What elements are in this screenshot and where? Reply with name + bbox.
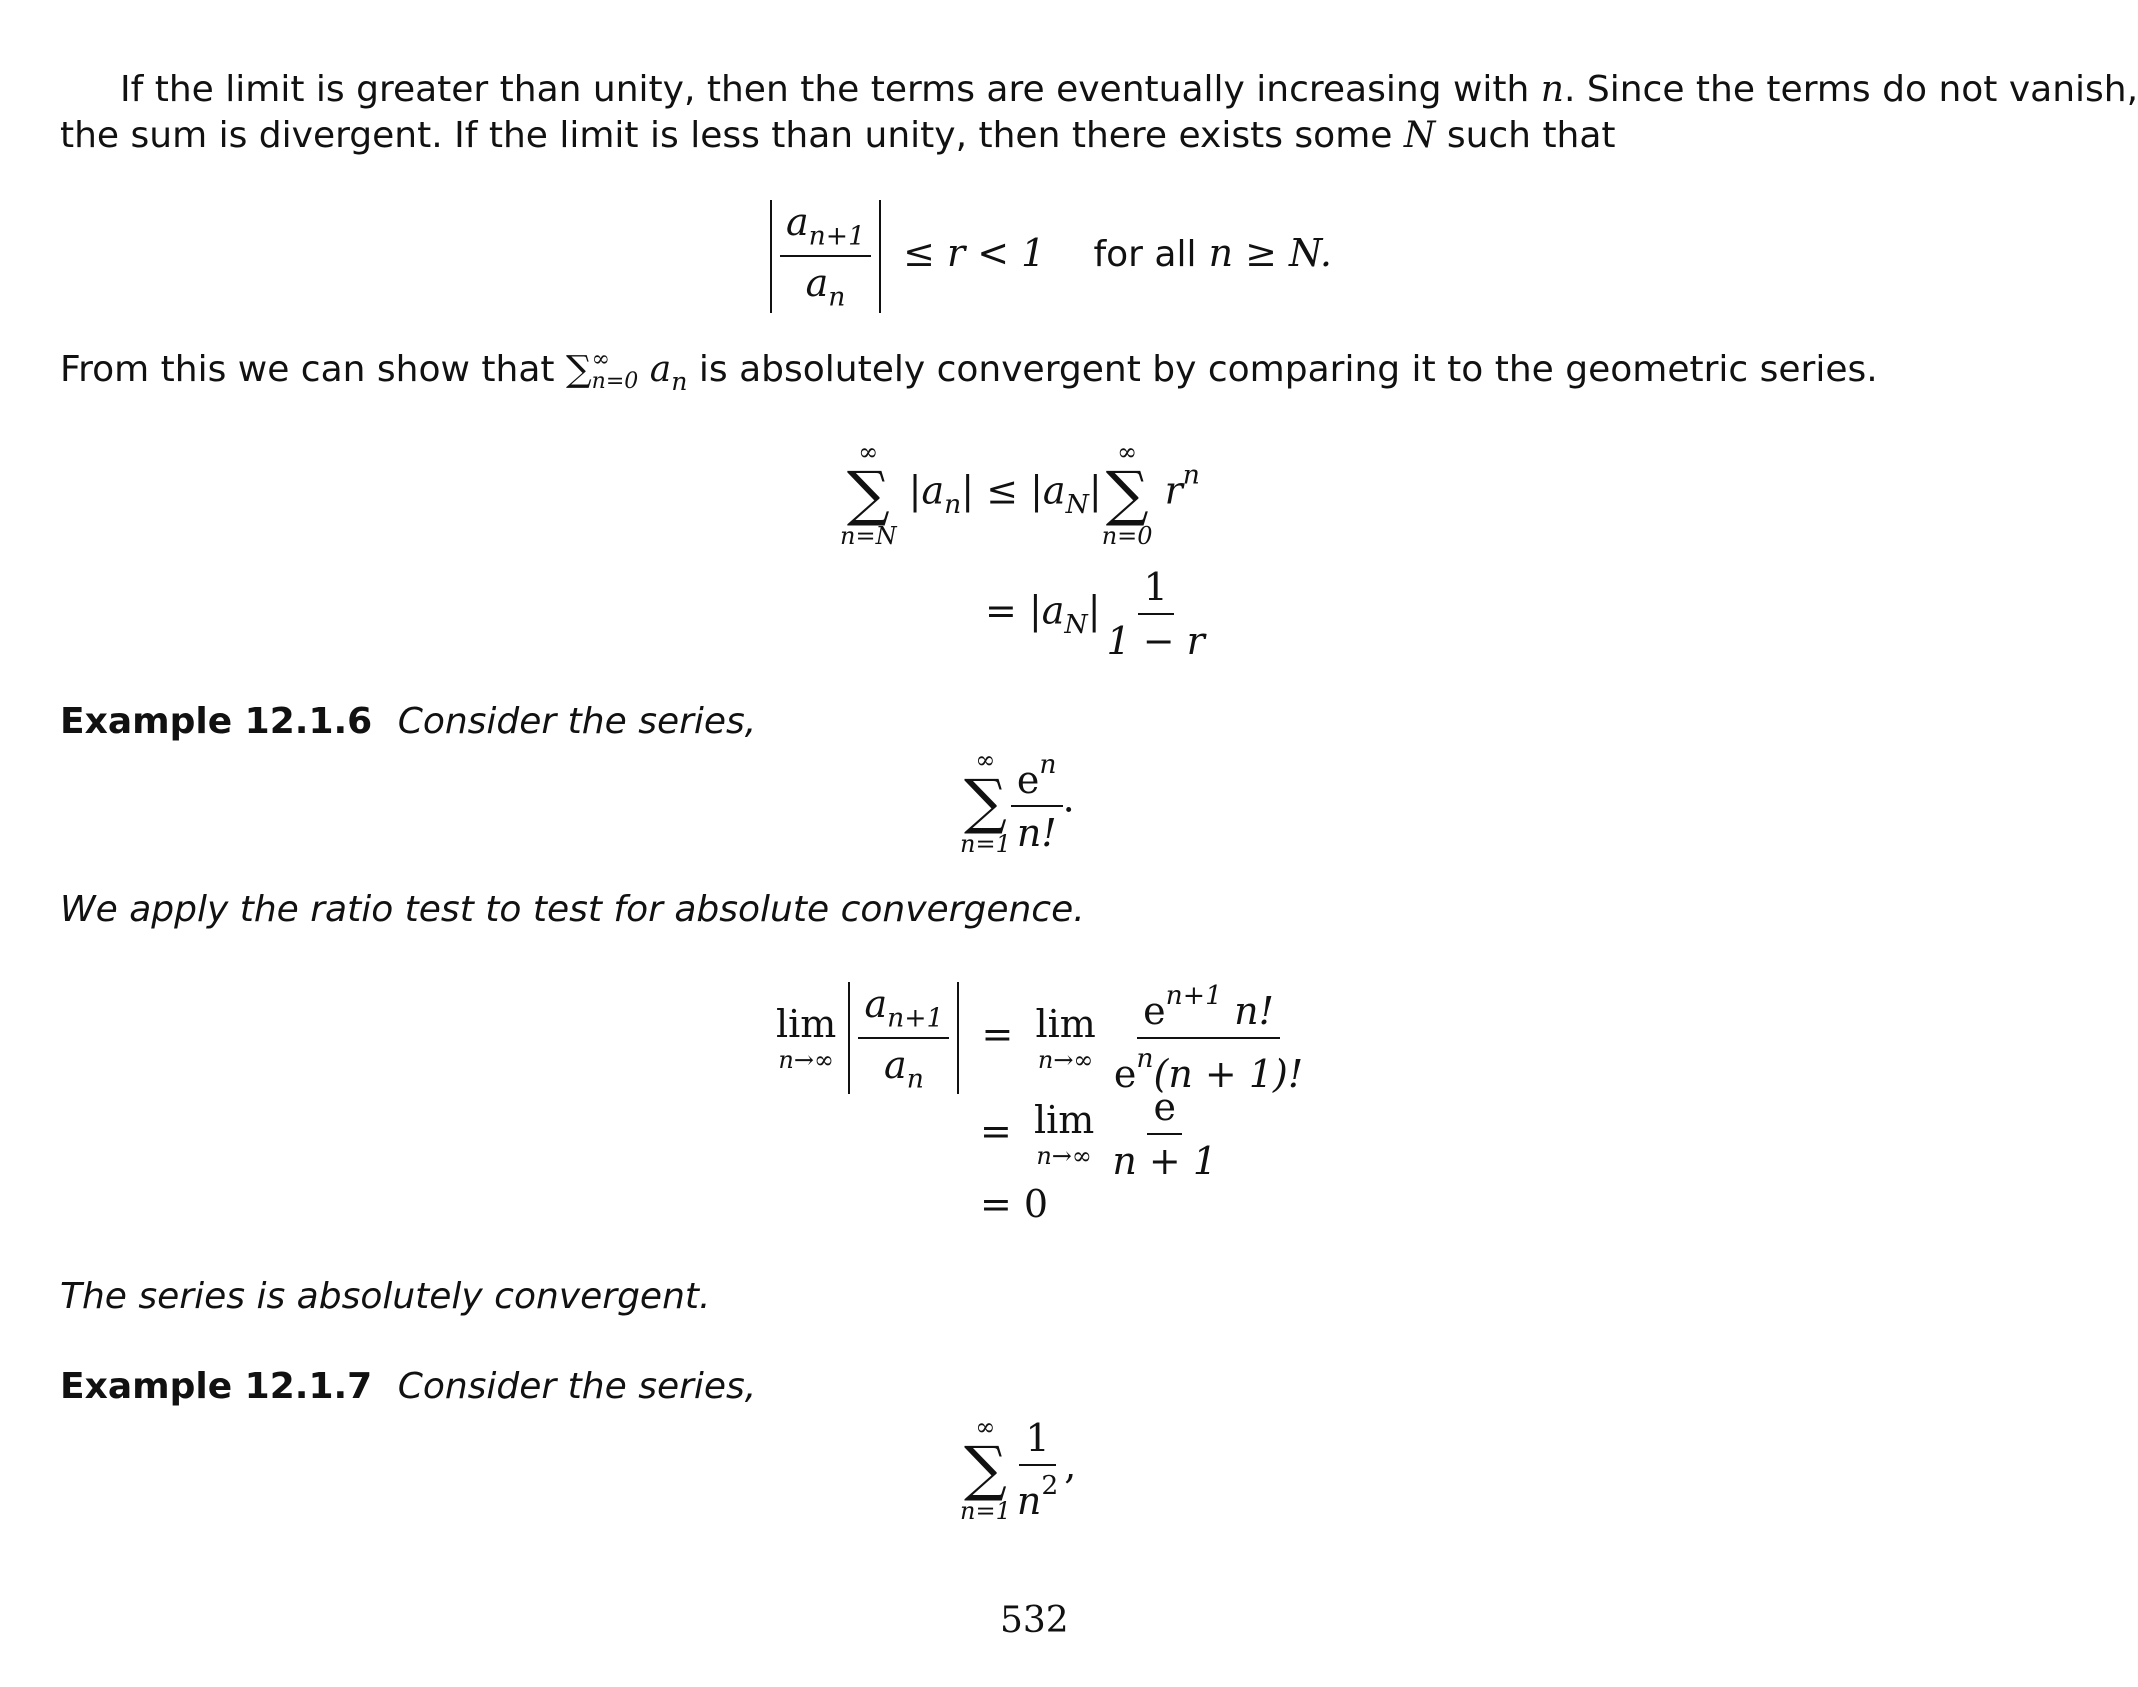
equals-sign: = bbox=[981, 1012, 1014, 1057]
numerator: 1 bbox=[1019, 1416, 1055, 1466]
summation-operator: ∞ ∑ n=1 bbox=[960, 746, 1011, 858]
equals-sign: = bbox=[985, 588, 1017, 633]
punctuation: , bbox=[1064, 1443, 1077, 1488]
geometric-sum-fraction bbox=[1101, 565, 1211, 663]
comparison-equation-line-2 bbox=[985, 565, 1211, 663]
paragraph-text: such that bbox=[1446, 115, 1616, 156]
example-text: Consider the series, bbox=[397, 1366, 757, 1407]
abs-term-subscript: n bbox=[944, 488, 962, 520]
math-variable: n bbox=[1540, 69, 1564, 110]
paragraph-2 bbox=[60, 348, 1878, 397]
summation-operator: ∞ ∑ n=0 bbox=[1101, 438, 1153, 550]
paragraph-text: From this we can show that bbox=[60, 349, 555, 390]
paragraph-line-2 bbox=[60, 114, 1616, 157]
numerator-exponent: n+1 bbox=[1165, 980, 1223, 1011]
ratio-inequality-equation bbox=[770, 200, 1332, 313]
inequality: ≤ bbox=[986, 468, 1019, 513]
example-label: Example 12.1.7 bbox=[60, 1366, 373, 1407]
limit-result: = 0 bbox=[980, 1182, 1049, 1226]
abs-bar: | bbox=[1087, 588, 1101, 633]
limit-subscript: n→∞ bbox=[1037, 1045, 1094, 1074]
denominator-exponent: n bbox=[1136, 1042, 1154, 1074]
series-equation-1 bbox=[960, 748, 1075, 856]
example-body-1 bbox=[60, 888, 1085, 931]
limit-subscript: n→∞ bbox=[1036, 1142, 1092, 1170]
geometric-base: r bbox=[1164, 468, 1183, 513]
numerator: 1 bbox=[1138, 565, 1174, 615]
denominator-factorial: (n + 1)! bbox=[1153, 1051, 1304, 1096]
paragraph-line-1 bbox=[120, 68, 2138, 111]
sum-term-subscript: n bbox=[671, 366, 688, 396]
numerator: a bbox=[864, 981, 888, 1026]
ratio-fraction bbox=[780, 200, 871, 313]
condition: n ≥ N. bbox=[1208, 230, 1332, 275]
paragraph-text: . Since the terms do not vanish, bbox=[1563, 69, 2138, 110]
example-heading-2 bbox=[60, 1365, 756, 1408]
series-term-fraction bbox=[1011, 749, 1063, 856]
denominator-exponent: 2 bbox=[1041, 1469, 1059, 1501]
abs-aN: |a bbox=[1028, 588, 1065, 633]
numerator: a bbox=[786, 200, 809, 244]
ratio-fraction bbox=[858, 982, 949, 1095]
numerator-base: e bbox=[1143, 988, 1166, 1033]
abs-bar: | bbox=[1088, 468, 1102, 513]
series-term-fraction bbox=[1011, 1416, 1064, 1523]
numerator-subscript: n+1 bbox=[808, 220, 865, 252]
sum-lower-limit: n=N bbox=[840, 522, 897, 550]
inequality: ≤ r < 1 bbox=[903, 230, 1046, 275]
summation-operator: ∞ ∑ n=N bbox=[840, 438, 897, 550]
numerator: e bbox=[1016, 757, 1040, 802]
sum-lower-limit: n=1 bbox=[960, 1497, 1011, 1525]
limit-operator bbox=[1034, 1098, 1094, 1170]
sigma-inline: ∑ bbox=[565, 349, 592, 390]
sum-term: a bbox=[649, 349, 672, 390]
page-number: 532 bbox=[1000, 1600, 1069, 1641]
numerator-subscript: n+1 bbox=[887, 1001, 944, 1033]
limit-operator bbox=[776, 1002, 836, 1074]
conclusion-text bbox=[60, 1275, 710, 1318]
denominator: 1 − r bbox=[1106, 619, 1205, 663]
lim: lim bbox=[776, 1001, 837, 1046]
absolute-value-bars bbox=[848, 982, 959, 1095]
paragraph-text: the sum is divergent. If the limit is less than unity, then there exists some bbox=[60, 115, 1393, 156]
denominator-subscript: n bbox=[906, 1063, 924, 1095]
math-variable: N bbox=[1403, 115, 1436, 156]
denominator: a bbox=[884, 1042, 907, 1087]
example-label: Example 12.1.6 bbox=[60, 701, 373, 742]
ratio-test-line-1 bbox=[776, 980, 1309, 1096]
paragraph-text: is absolutely convergent by comparing it to the geometric series. bbox=[698, 349, 1878, 390]
example-heading-1 bbox=[60, 700, 756, 743]
series-equation-2 bbox=[960, 1415, 1076, 1523]
abs-bar: | bbox=[961, 468, 975, 513]
ratio-test-line-2 bbox=[980, 1085, 1223, 1183]
sum-upper-limit: ∞ bbox=[591, 347, 610, 372]
abs-aN: |a bbox=[1030, 468, 1066, 513]
example-text: Consider the series, bbox=[397, 701, 757, 742]
absolute-value-bars bbox=[770, 200, 881, 313]
equals-sign: = bbox=[980, 1108, 1012, 1153]
simplified-fraction bbox=[1106, 1085, 1223, 1183]
limit-operator bbox=[1035, 1002, 1095, 1074]
lim: lim bbox=[1033, 1098, 1095, 1142]
denominator: n! bbox=[1016, 811, 1057, 856]
punctuation: . bbox=[1062, 776, 1075, 821]
summation-operator: ∞ ∑ n=1 bbox=[960, 1413, 1011, 1525]
abs-aN-subscript: N bbox=[1065, 488, 1089, 520]
abs-aN-subscript: N bbox=[1064, 608, 1088, 640]
comparison-equation-line-1 bbox=[840, 440, 1200, 548]
limit-subscript: n→∞ bbox=[778, 1045, 834, 1074]
denominator: a bbox=[805, 261, 829, 306]
sum-upper-limit: ∞ bbox=[1117, 438, 1138, 466]
conclusion: The series is absolutely convergent. bbox=[60, 1276, 711, 1317]
sum-lower-limit: n=1 bbox=[960, 830, 1011, 858]
numerator-exponent: n bbox=[1039, 748, 1057, 780]
denominator-base: e bbox=[1113, 1051, 1137, 1096]
sum-lower-limit: n=0 bbox=[1101, 522, 1153, 550]
numerator: e bbox=[1147, 1085, 1182, 1135]
geometric-exponent: n bbox=[1182, 459, 1200, 491]
ratio-test-line-3 bbox=[980, 1182, 1048, 1226]
example-text: We apply the ratio test to test for absolute convergence. bbox=[60, 889, 1085, 930]
sum-upper-limit: ∞ bbox=[975, 746, 996, 774]
denominator: n bbox=[1016, 1478, 1042, 1523]
ratio-expansion-fraction bbox=[1108, 980, 1309, 1096]
numerator-factorial: n! bbox=[1222, 988, 1274, 1033]
denominator: n + 1 bbox=[1112, 1139, 1218, 1183]
lim: lim bbox=[1035, 1001, 1096, 1046]
sum-lower-limit: n=0 bbox=[591, 369, 639, 394]
equation-text: for all bbox=[1093, 233, 1197, 275]
denominator-subscript: n bbox=[828, 281, 846, 313]
paragraph-text: If the limit is greater than unity, then the terms are eventually increasing with bbox=[120, 69, 1530, 110]
abs-term: |a bbox=[908, 468, 945, 513]
sum-upper-limit: ∞ bbox=[975, 1413, 996, 1441]
sum-upper-limit: ∞ bbox=[858, 438, 879, 466]
